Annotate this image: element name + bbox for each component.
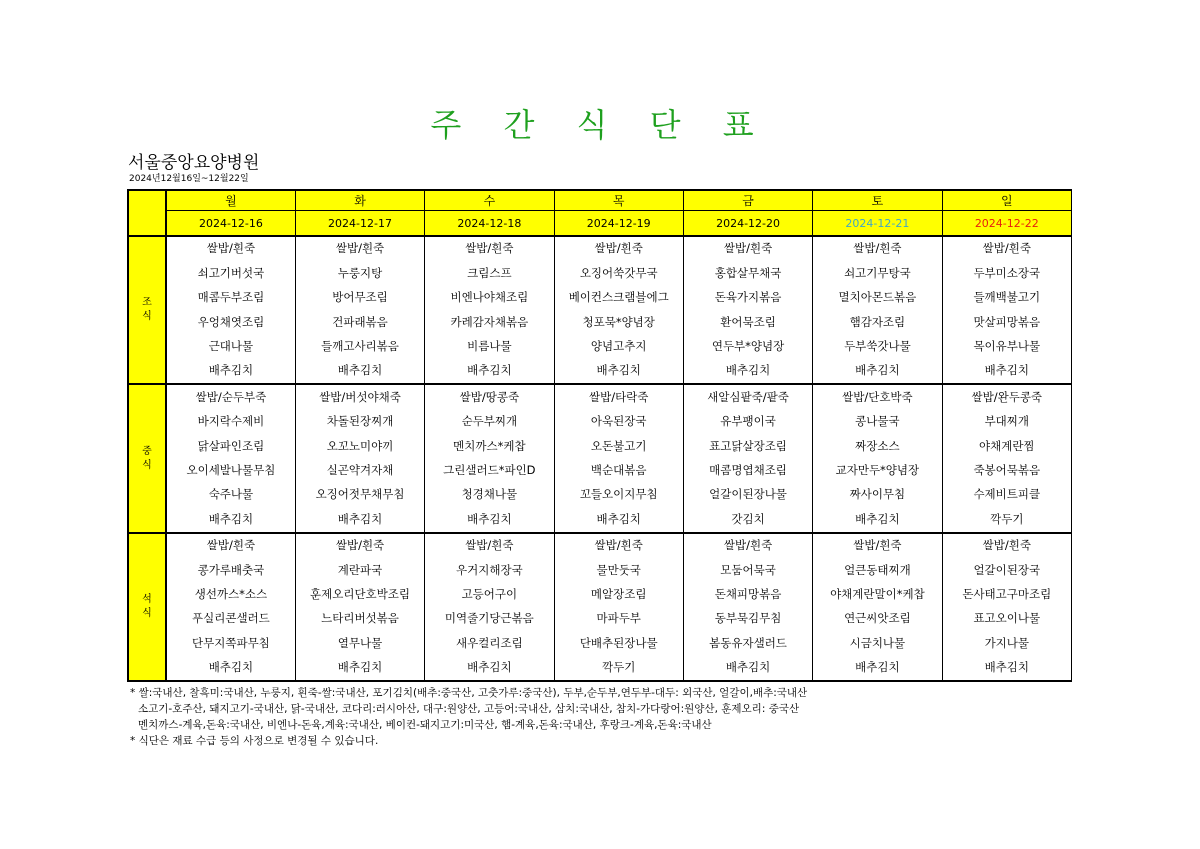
menu-cell: 백순대볶음 <box>554 459 683 483</box>
menu-cell: 멘치까스*케찹 <box>425 434 554 458</box>
note-line: * 쌀:국내산, 찰흑미:국내산, 누룽지, 흰죽-쌀:국내산, 포기김치(배추:중국산, 고춧가루:중국산), 두부,순두부,연두부-대두: 외국산, 얼갈이,배추:국내산 <box>130 687 808 699</box>
menu-cell: 순두부찌개 <box>425 410 554 434</box>
day-header-row <box>128 190 1072 211</box>
menu-row <box>128 656 1072 681</box>
menu-row <box>128 434 1072 458</box>
menu-cell: 쇠고기무탕국 <box>813 261 942 285</box>
menu-cell: 배추김치 <box>425 359 554 384</box>
menu-cell: 단배추된장나물 <box>554 631 683 655</box>
menu-cell: 바지락수제비 <box>166 410 295 434</box>
menu-cell: 아욱된장국 <box>554 410 683 434</box>
menu-row <box>128 582 1072 606</box>
menu-cell: 우엉채엿조림 <box>166 310 295 334</box>
hospital-name: 서울중앙요양병원 <box>128 153 260 173</box>
menu-cell: 오꼬노미야끼 <box>295 434 424 458</box>
menu-row <box>128 607 1072 631</box>
menu-cell: 동부묵김무침 <box>683 607 812 631</box>
menu-cell: 생선까스*소스 <box>166 582 295 606</box>
menu-period: 2024년12월16일~12월22일 <box>129 174 249 184</box>
menu-cell: 부대찌개 <box>942 410 1071 434</box>
menu-cell: 두부쑥갓나물 <box>813 335 942 359</box>
menu-cell: 짜장소스 <box>813 434 942 458</box>
menu-cell: 쇠고기버섯국 <box>166 261 295 285</box>
menu-cell: 쌀밥/타락죽 <box>554 384 683 409</box>
menu-cell: 유부팽이국 <box>683 410 812 434</box>
menu-cell: 근대나물 <box>166 335 295 359</box>
menu-cell: 건파래볶음 <box>295 310 424 334</box>
day-date: 2024-12-18 <box>425 211 554 237</box>
meal-label-text: 조 식 <box>142 297 152 323</box>
menu-cell: 쌀밥/흰죽 <box>166 236 295 261</box>
day-name: 금 <box>683 190 812 211</box>
menu-cell: 배추김치 <box>942 656 1071 681</box>
menu-row <box>128 335 1072 359</box>
menu-row <box>128 533 1072 558</box>
menu-cell: 얼큰동태찌개 <box>813 558 942 582</box>
menu-cell: 맛살피망볶음 <box>942 310 1071 334</box>
menu-cell: 베이컨스크램블에그 <box>554 286 683 310</box>
menu-cell: 쌀밥/흰죽 <box>942 236 1071 261</box>
menu-cell: 쌀밥/흰죽 <box>683 236 812 261</box>
menu-cell: 매콤두부조림 <box>166 286 295 310</box>
menu-cell: 고등어구이 <box>425 582 554 606</box>
menu-cell: 배추김치 <box>813 359 942 384</box>
menu-cell: 비름나물 <box>425 335 554 359</box>
menu-cell: 쌀밥/흰죽 <box>295 236 424 261</box>
menu-row <box>128 459 1072 483</box>
menu-row <box>128 558 1072 582</box>
menu-cell: 배추김치 <box>295 507 424 532</box>
menu-cell: 쌀밥/흰죽 <box>166 533 295 558</box>
menu-cell: 차돌된장찌개 <box>295 410 424 434</box>
menu-cell: 쌀밥/흰죽 <box>942 533 1071 558</box>
menu-cell: 갓김치 <box>683 507 812 532</box>
menu-cell: 배추김치 <box>166 507 295 532</box>
corner-cell <box>128 190 166 236</box>
note-line: * 식단은 재료 수급 등의 사정으로 변경될 수 있습니다. <box>130 735 379 747</box>
day-name: 일 <box>942 190 1071 211</box>
menu-cell: 청경채나물 <box>425 483 554 507</box>
note-line: 멘치까스-계육,돈육:국내산, 비엔나-돈육,계육:국내산, 베이컨-돼지고기:미국산, 햄-계육,돈육:국내산, 후랑크-계육,돈육:국내산 <box>138 719 712 731</box>
menu-cell: 느타리버섯볶음 <box>295 607 424 631</box>
menu-cell: 돈사태고구마조림 <box>942 582 1071 606</box>
menu-cell: 배추김치 <box>554 507 683 532</box>
day-date: 2024-12-17 <box>295 211 424 237</box>
menu-cell: 카레감자채볶음 <box>425 310 554 334</box>
menu-cell: 새우컬리조림 <box>425 631 554 655</box>
menu-cell: 깍두기 <box>554 656 683 681</box>
day-name: 수 <box>425 190 554 211</box>
menu-row <box>128 286 1072 310</box>
menu-cell: 누룽지탕 <box>295 261 424 285</box>
weekly-menu-table <box>127 189 1072 682</box>
menu-cell: 시금치나물 <box>813 631 942 655</box>
note-line: 소고기-호주산, 돼지고기-국내산, 닭-국내산, 코다리:러시아산, 대구:원양산, 고등어:국내산, 삼치:국내산, 참치-가다랑어:원양산, 훈제오리: 중국산 <box>138 703 800 715</box>
menu-cell: 쌀밥/흰죽 <box>295 533 424 558</box>
menu-cell: 표고닭살장조림 <box>683 434 812 458</box>
menu-row <box>128 359 1072 384</box>
menu-row <box>128 410 1072 434</box>
menu-cell: 매콤명엽채조림 <box>683 459 812 483</box>
menu-cell: 돈육가지볶음 <box>683 286 812 310</box>
meal-label <box>128 236 166 384</box>
menu-cell: 쌀밥/흰죽 <box>554 236 683 261</box>
menu-cell: 쌀밥/흰죽 <box>683 533 812 558</box>
menu-cell: 숙주나물 <box>166 483 295 507</box>
menu-cell: 배추김치 <box>295 656 424 681</box>
menu-cell: 모둠어묵국 <box>683 558 812 582</box>
menu-cell: 가지나물 <box>942 631 1071 655</box>
menu-cell: 배추김치 <box>425 507 554 532</box>
menu-cell: 봄동유자샐러드 <box>683 631 812 655</box>
day-name: 토 <box>813 190 942 211</box>
menu-cell: 쌀밥/흰죽 <box>425 533 554 558</box>
notes <box>130 685 807 749</box>
menu-cell: 쌀밥/단호박죽 <box>813 384 942 409</box>
day-name: 월 <box>166 190 295 211</box>
menu-row <box>128 261 1072 285</box>
menu-cell: 연근씨앗조림 <box>813 607 942 631</box>
page-title: 주 간 식 단 표 <box>430 106 770 144</box>
menu-cell: 오돈불고기 <box>554 434 683 458</box>
menu-cell: 배추김치 <box>425 656 554 681</box>
menu-cell: 오이세발나물무침 <box>166 459 295 483</box>
day-date: 2024-12-20 <box>683 211 812 237</box>
menu-cell: 홍합살무채국 <box>683 261 812 285</box>
menu-cell: 쌀밥/땅콩죽 <box>425 384 554 409</box>
menu-row <box>128 483 1072 507</box>
menu-cell: 새알심팥죽/팥죽 <box>683 384 812 409</box>
menu-cell: 그린샐러드*파인D <box>425 459 554 483</box>
menu-cell: 배추김치 <box>554 359 683 384</box>
menu-row <box>128 310 1072 334</box>
menu-cell: 쌀밥/흰죽 <box>554 533 683 558</box>
menu-cell: 짜사이무침 <box>813 483 942 507</box>
menu-cell: 환어묵조림 <box>683 310 812 334</box>
menu-cell: 쌀밥/순두부죽 <box>166 384 295 409</box>
meal-label <box>128 384 166 532</box>
menu-cell: 수제비트피클 <box>942 483 1071 507</box>
menu-cell: 오징어쑥갓무국 <box>554 261 683 285</box>
menu-row <box>128 236 1072 261</box>
menu-cell: 꼬들오이지무침 <box>554 483 683 507</box>
menu-cell: 미역줄기당근볶음 <box>425 607 554 631</box>
menu-cell: 콩가루배춧국 <box>166 558 295 582</box>
menu-cell: 배추김치 <box>813 507 942 532</box>
menu-cell: 닭살파인조림 <box>166 434 295 458</box>
menu-cell: 쌀밥/버섯야채죽 <box>295 384 424 409</box>
menu-cell: 들깨백불고기 <box>942 286 1071 310</box>
menu-cell: 표고오이나물 <box>942 607 1071 631</box>
menu-cell: 배추김치 <box>683 656 812 681</box>
menu-cell: 메알장조림 <box>554 582 683 606</box>
menu-cell: 들깨고사리볶음 <box>295 335 424 359</box>
menu-cell: 배추김치 <box>166 656 295 681</box>
menu-cell: 푸실리콘샐러드 <box>166 607 295 631</box>
menu-cell: 방어무조림 <box>295 286 424 310</box>
day-date: 2024-12-21 <box>813 211 942 237</box>
menu-cell: 쌀밥/흰죽 <box>425 236 554 261</box>
menu-cell: 양념고추지 <box>554 335 683 359</box>
menu-cell: 배추김치 <box>166 359 295 384</box>
menu-cell: 마파두부 <box>554 607 683 631</box>
day-date: 2024-12-19 <box>554 211 683 237</box>
menu-cell: 비엔나야채조림 <box>425 286 554 310</box>
menu-cell: 배추김치 <box>813 656 942 681</box>
menu-cell: 깍두기 <box>942 507 1071 532</box>
menu-cell: 배추김치 <box>942 359 1071 384</box>
menu-cell: 쌀밥/완두콩죽 <box>942 384 1071 409</box>
menu-row <box>128 631 1072 655</box>
menu-cell: 실곤약겨자채 <box>295 459 424 483</box>
menu-cell: 햄감자조림 <box>813 310 942 334</box>
menu-cell: 배추김치 <box>683 359 812 384</box>
menu-cell: 쌀밥/흰죽 <box>813 533 942 558</box>
menu-cell: 단무지쪽파무침 <box>166 631 295 655</box>
menu-cell: 연두부*양념장 <box>683 335 812 359</box>
day-date: 2024-12-22 <box>942 211 1071 237</box>
menu-cell: 콩나물국 <box>813 410 942 434</box>
day-date: 2024-12-16 <box>166 211 295 237</box>
day-name: 목 <box>554 190 683 211</box>
menu-row <box>128 384 1072 409</box>
menu-cell: 청포묵*양념장 <box>554 310 683 334</box>
menu-cell: 크림스프 <box>425 261 554 285</box>
menu-cell: 훈제오리단호박조림 <box>295 582 424 606</box>
menu-cell: 쌀밥/흰죽 <box>813 236 942 261</box>
menu-cell: 물만둣국 <box>554 558 683 582</box>
menu-cell: 돈채피망볶음 <box>683 582 812 606</box>
menu-cell: 야채계란찜 <box>942 434 1071 458</box>
menu-cell: 얼갈이된장국 <box>942 558 1071 582</box>
menu-cell: 야채계란말이*케찹 <box>813 582 942 606</box>
menu-cell: 계란파국 <box>295 558 424 582</box>
menu-cell: 멸치아몬드볶음 <box>813 286 942 310</box>
meal-label-text: 석 식 <box>142 593 152 619</box>
menu-row <box>128 507 1072 532</box>
day-name: 화 <box>295 190 424 211</box>
menu-cell: 우거지해장국 <box>425 558 554 582</box>
menu-cell: 배추김치 <box>295 359 424 384</box>
menu-cell: 죽봉어묵볶음 <box>942 459 1071 483</box>
menu-cell: 얼갈이된장나물 <box>683 483 812 507</box>
menu-cell: 교자만두*양념장 <box>813 459 942 483</box>
menu-cell: 열무나물 <box>295 631 424 655</box>
meal-label <box>128 533 166 681</box>
meal-label-text: 중 식 <box>142 445 152 471</box>
menu-cell: 두부미소장국 <box>942 261 1071 285</box>
date-header-row <box>128 211 1072 237</box>
menu-cell: 목이유부나물 <box>942 335 1071 359</box>
menu-cell: 오징어젓무채무침 <box>295 483 424 507</box>
